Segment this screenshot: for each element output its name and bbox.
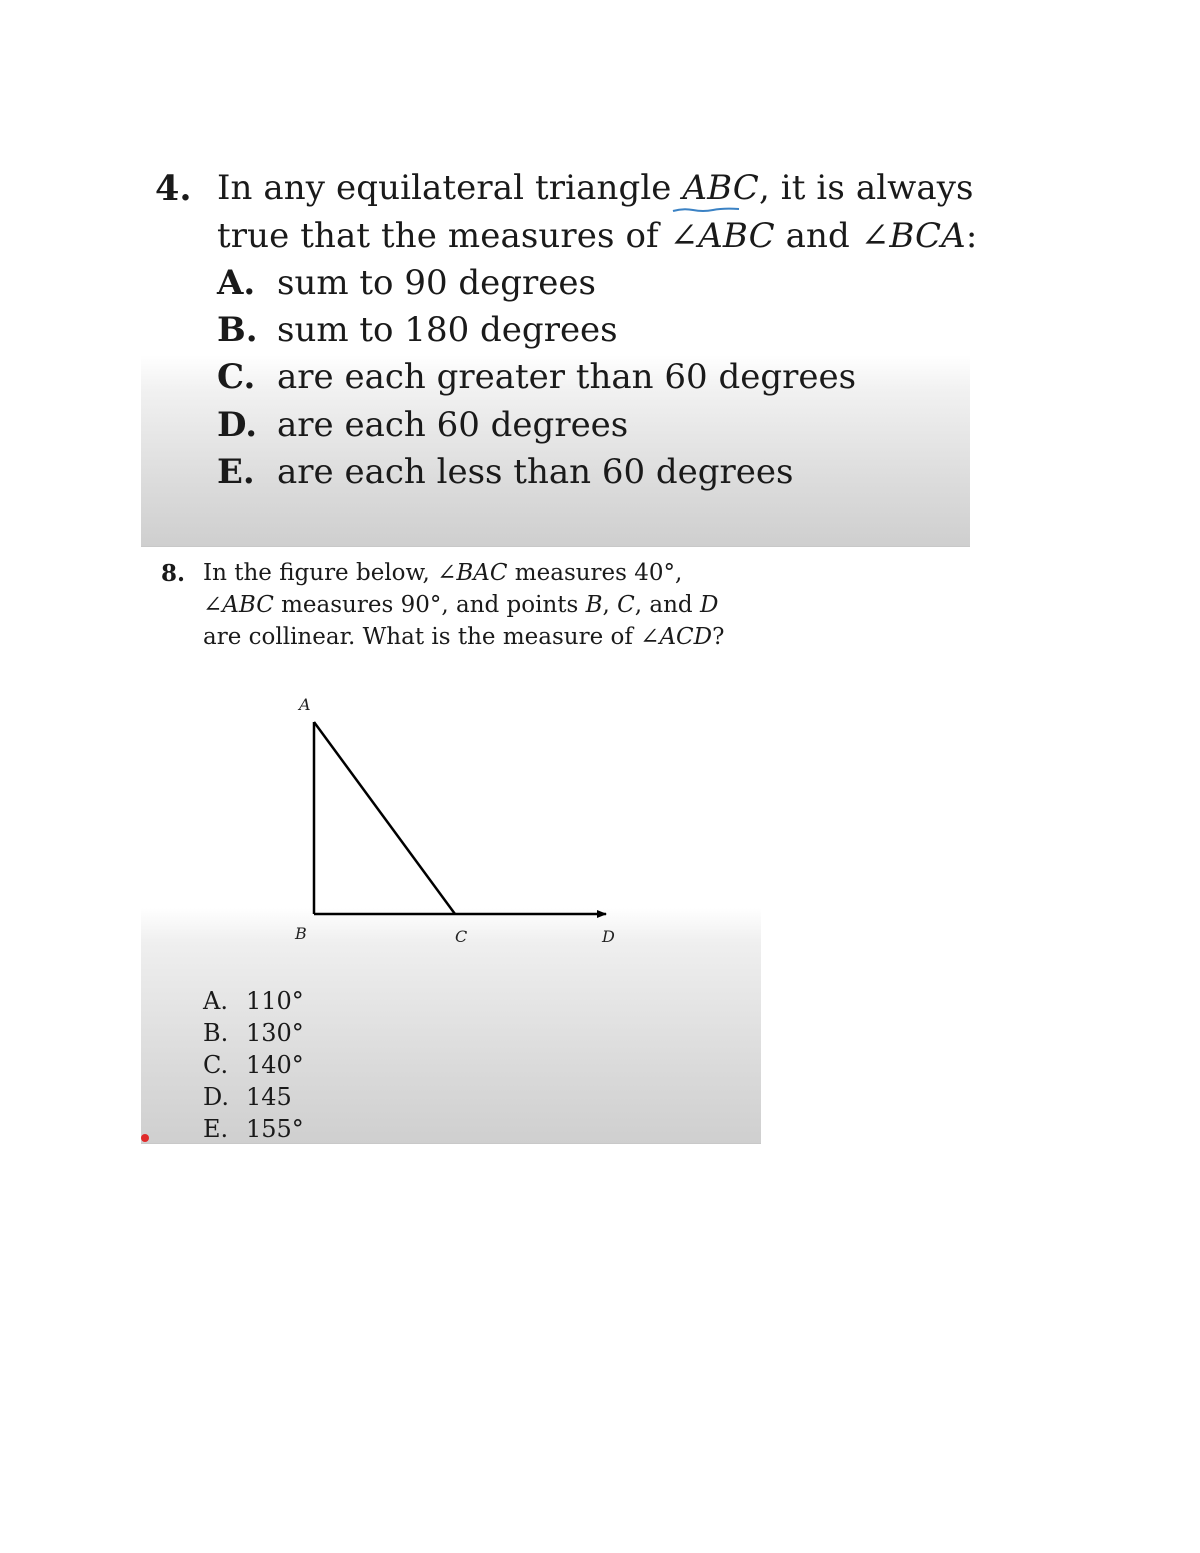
question-4-option-e (217, 452, 794, 492)
option-letter: B. (217, 310, 258, 350)
point-c: C (617, 592, 635, 618)
question-4-stem-line-1 (217, 168, 974, 208)
stem-text: measures 90°, and points (273, 592, 586, 618)
question-8-option-c (203, 1051, 304, 1079)
stem-text: and (774, 216, 861, 256)
stem-text: ? (712, 624, 725, 650)
stem-text: measures 40°, (507, 560, 683, 586)
label-c: C (455, 927, 468, 946)
option-letter: A. (203, 987, 228, 1015)
point-d: D (699, 592, 719, 618)
label-d: D (602, 927, 615, 946)
angle-bca: ∠BCA (860, 216, 966, 256)
question-8-option-d (203, 1083, 292, 1111)
question-8-snippet (141, 548, 761, 1143)
point-b: B (585, 592, 603, 618)
question-4-option-d (217, 405, 628, 445)
question-4-snippet (141, 150, 978, 546)
option-text: 145 (246, 1083, 292, 1111)
question-4-stem-line-2 (217, 216, 977, 256)
option-text: sum to 90 degrees (277, 263, 596, 303)
angle-bac: ∠BAC (437, 560, 508, 586)
option-text: 155° (246, 1115, 304, 1143)
option-text: 140° (246, 1051, 304, 1079)
stem-text: In the figure below, (203, 560, 438, 586)
stem-text: true that the measures of (217, 216, 670, 256)
stem-text: , and (634, 592, 700, 618)
option-text: 110° (246, 987, 304, 1015)
angle-abc: ∠ABC (669, 216, 775, 256)
question-8-option-b (203, 1019, 304, 1047)
stem-text: In any equilateral triangle (217, 168, 683, 208)
triangle-figure (141, 548, 761, 978)
stem-text: : (965, 216, 978, 256)
angle-acd: ∠ACD (640, 624, 713, 650)
option-letter: C. (217, 357, 256, 397)
label-b: B (295, 924, 307, 943)
option-text: are each 60 degrees (277, 405, 629, 445)
cursor-marker-icon (141, 1134, 149, 1142)
option-text: sum to 180 degrees (277, 310, 618, 350)
option-text: are each greater than 60 degrees (277, 357, 857, 397)
spellcheck-underline-icon (671, 206, 741, 214)
triangle-name: ABC (682, 168, 759, 208)
option-text: are each less than 60 degrees (277, 452, 794, 492)
option-letter: E. (203, 1115, 229, 1143)
option-letter: C. (203, 1051, 229, 1079)
option-letter: D. (217, 405, 258, 445)
option-letter: D. (203, 1083, 230, 1111)
question-4-option-b (217, 310, 618, 350)
option-letter: A. (217, 263, 256, 303)
question-4-number: 4. (155, 168, 192, 209)
option-letter: E. (217, 452, 255, 492)
question-4-option-a (217, 263, 596, 303)
angle-abc: ∠ABC (203, 592, 274, 618)
option-letter: B. (203, 1019, 229, 1047)
question-4-option-c (217, 357, 856, 397)
stem-text: , it is always (758, 168, 974, 208)
label-a: A (299, 695, 311, 714)
question-8-option-e (203, 1115, 304, 1143)
stem-text: , (602, 592, 618, 618)
option-text: 130° (246, 1019, 304, 1047)
question-8-option-a (203, 987, 304, 1015)
segment-ac (314, 722, 455, 914)
stem-text: are collinear. What is the measure of (203, 624, 641, 650)
question-8-number: 8. (161, 560, 186, 587)
